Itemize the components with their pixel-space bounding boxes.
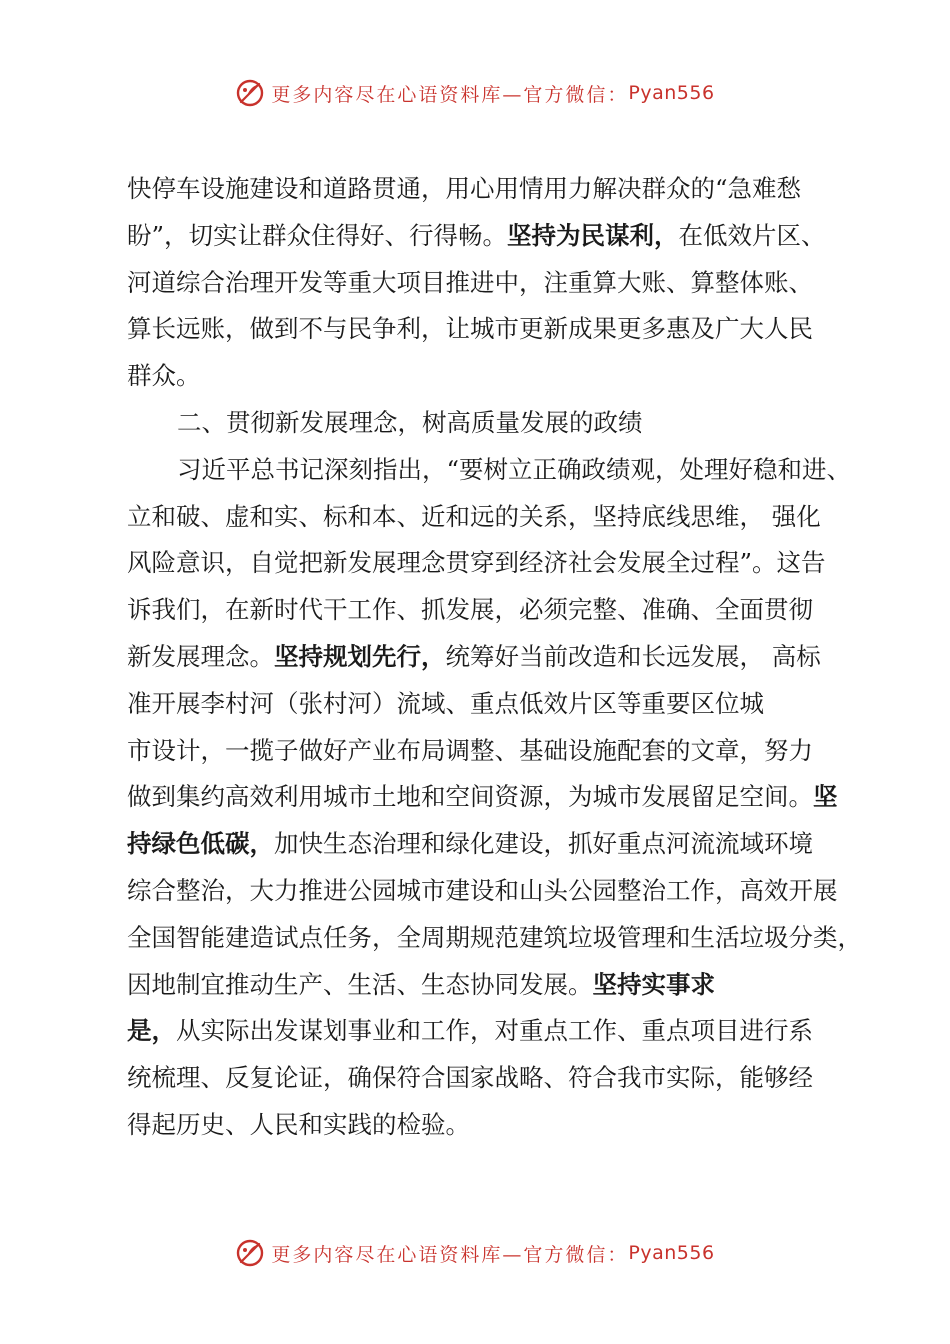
paragraph (127, 166, 843, 400)
quill-logo-icon (235, 78, 265, 108)
watermark-text: 更多内容尽在心语资料库—官方微信： (271, 83, 629, 106)
quill-logo-icon (235, 1238, 265, 1268)
body-text-run: 快停车设施建设和道路贯通，用心用情用力解决群众的“急难愁 (127, 174, 802, 203)
body-text-run: 在低效片区、 (678, 220, 826, 250)
bold-emphasis-text: 坚 (813, 782, 838, 812)
text-line (127, 634, 843, 681)
bold-emphasis-text: 坚持为民谋利， (507, 220, 679, 250)
body-text-run: 新发展理念。 (127, 641, 274, 671)
paragraph (127, 400, 843, 447)
text-line (127, 915, 862, 962)
text-line (127, 774, 843, 821)
text-line (127, 306, 843, 353)
watermark-wechat-id: Pyan556 (628, 82, 715, 104)
text-line (127, 821, 843, 868)
body-text-run: 加快生态治理和绿化建设，抓好重点河流流域环境 (274, 829, 813, 859)
text-line (127, 728, 843, 775)
text-line (127, 587, 843, 634)
document-body (127, 166, 862, 1149)
text-line (127, 681, 843, 728)
text-line (127, 1102, 843, 1149)
body-text-run: 风险意识，自觉把新发展理念贯穿到经济社会发展全过程”。这告 (127, 548, 826, 578)
text-line (127, 962, 843, 1009)
body-text-run: 统筹好当前改造和长远发展， 高标 (445, 641, 821, 671)
body-text-run: 诉我们，在新时代干工作、抓发展，必须完整、准确、全面贯彻 (127, 595, 813, 625)
text-line (127, 494, 843, 541)
text-line (127, 353, 843, 400)
body-text-run: 全国智能建造试点任务，全周期规范建筑垃圾管理和生活垃圾分类， (127, 922, 862, 952)
text-line (127, 868, 843, 915)
body-text-run: 综合整治，大力推进公园城市建设和山头公园整治工作，高效开展 (127, 875, 838, 905)
text-line (127, 1008, 843, 1055)
body-text-run: 算长远账，做到不与民争利，让城市更新成果更多惠及广大人民 (127, 314, 813, 344)
body-text-run: 从实际出发谋划事业和工作，对重点工作、重点项目进行系 (176, 1016, 813, 1046)
bold-emphasis-text: 坚持规划先行， (274, 641, 446, 671)
bold-emphasis-text: 坚持实事求 (592, 969, 715, 999)
footer-watermark (0, 1233, 950, 1273)
bold-emphasis-text: 持绿色低碳， (127, 829, 274, 859)
body-text-run: 市设计，一揽子做好产业布局调整、基础设施配套的文章，努力 (127, 735, 813, 765)
body-text-run: 统梳理、反复论证，确保符合国家战略、符合我市实际，能够经 (127, 1063, 813, 1093)
text-line (127, 447, 852, 494)
body-text-run: 习近平总书记深刻指出，“要树立正确政绩观，处理好稳和进、 (177, 454, 852, 484)
body-text-run: 做到集约高效利用城市土地和空间资源，为城市发展留足空间。 (127, 782, 813, 812)
body-text-run: 盼”，切实让群众住得好、行得畅。 (127, 220, 508, 250)
text-line (127, 540, 843, 587)
text-line (127, 213, 843, 260)
text-line (127, 166, 843, 213)
body-text-run: 立和破、虚和实、标和本、近和远的关系，坚持底线思维， 强化 (127, 501, 821, 531)
header-watermark (0, 73, 950, 113)
body-text-run: 准开展李村河（张村河）流域、重点低效片区等重要区位城 (127, 688, 764, 718)
paragraph (127, 447, 862, 1149)
body-text-run: 河道综合治理开发等重大项目推进中，注重算大账、算整体账、 (127, 267, 813, 297)
watermark-text: 更多内容尽在心语资料库—官方微信： (271, 1243, 629, 1266)
body-text-run: 二、贯彻新发展理念，树高质量发展的政绩 (177, 407, 643, 437)
text-line (127, 260, 843, 307)
text-line (127, 400, 843, 447)
body-text-run: 群众。 (127, 361, 201, 391)
bold-emphasis-text: 是， (127, 1016, 176, 1046)
body-text-run: 得起历史、人民和实践的检验。 (127, 1109, 470, 1139)
watermark-wechat-id: Pyan556 (628, 1242, 715, 1264)
body-text-run: 因地制宜推动生产、生活、生态协同发展。 (127, 969, 593, 999)
text-line (127, 1055, 843, 1102)
